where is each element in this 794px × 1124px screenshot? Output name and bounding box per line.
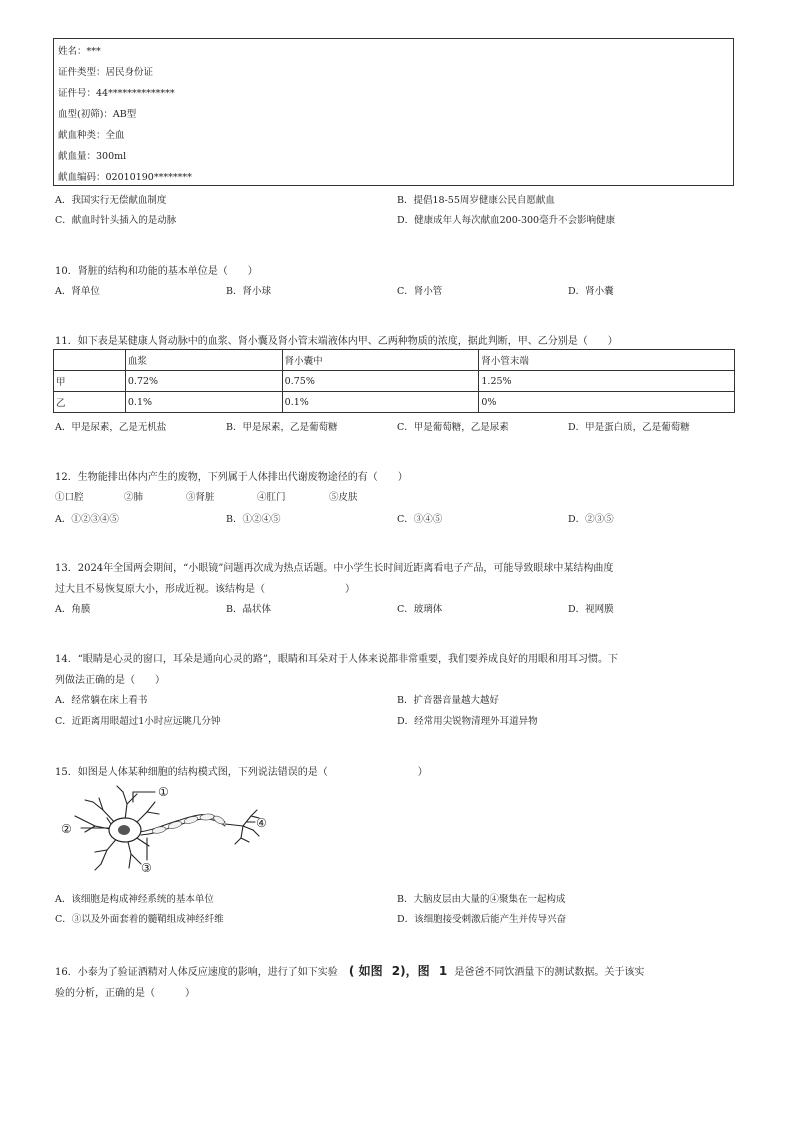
q12-item-3: ③肾脏 [186, 492, 215, 503]
q15-option-c[interactable]: C．③以及外面套着的髓鞘组成神经纤维 [55, 914, 224, 925]
donor-id-number: 证件号：44************** [58, 88, 175, 99]
table-cell: 乙 [54, 392, 126, 413]
q10-option-d[interactable]: D．肾小囊 [568, 286, 614, 297]
q16-stem-part-c: 2)，图 [391, 964, 430, 978]
q9-option-c[interactable]: C．献血时针头插入的是动脉 [55, 215, 177, 226]
donor-id-type: 证件类型：居民身份证 [58, 67, 154, 78]
table-cell: 0.1% [125, 392, 282, 413]
table-cell: 0.75% [282, 371, 479, 392]
q10-option-a[interactable]: A．肾单位 [55, 286, 100, 297]
table-header-cell: 血浆 [125, 350, 282, 371]
q15-option-a[interactable]: A．该细胞是构成神经系统的基本单位 [55, 894, 214, 905]
table-cell: 0.72% [125, 371, 282, 392]
table-header-cell: 肾小囊中 [282, 350, 479, 371]
q14-option-d[interactable]: D．经常用尖锐物清理外耳道异物 [397, 716, 538, 727]
q15-option-b[interactable]: B．大脑皮层由大量的④聚集在一起构成 [397, 894, 566, 905]
table-cell: 1.25% [479, 371, 735, 392]
q16-stem-line-2: 验的分析，正确的是（ ） [55, 988, 195, 999]
label-2: ② [61, 822, 72, 836]
q9-option-b[interactable]: B．提倡18-55周岁健康公民自愿献血 [397, 195, 555, 206]
q12-option-d[interactable]: D．②③⑤ [568, 514, 614, 525]
table-header-row [54, 350, 735, 371]
q11-option-a[interactable]: A．甲是尿素，乙是无机盐 [55, 422, 167, 433]
q9-option-d[interactable]: D．健康成年人每次献血200-300毫升不会影响健康 [397, 215, 616, 226]
table-cell: 0.1% [282, 392, 479, 413]
q12-option-b[interactable]: B．①②④⑤ [226, 514, 281, 525]
q12-item-1: ①口腔 [55, 492, 84, 503]
neuron-diagram [55, 780, 275, 880]
q14-stem-line-2: 列做法正确的是（ ） [55, 675, 165, 686]
table-cell: 0% [479, 392, 735, 413]
concentration-table [53, 349, 735, 413]
q12-option-a[interactable]: A．①②③④⑤ [55, 514, 119, 525]
q13-stem-line-1: 13．2024年全国两会期间，“小眼镜”问题再次成为热点话题。中小学生长时间近距离看电子产品，可能导致眼球中某结构曲度 [55, 563, 614, 574]
table-header-cell: 肾小管末端 [479, 350, 735, 371]
table-row [54, 392, 735, 413]
q11-stem: 11．如下表是某健康人肾动脉中的血浆、肾小囊及肾小管末端液体内甲、乙两种物质的浓度，据此判断，甲、乙分别是（ ） [55, 336, 618, 347]
q10-stem: 10．肾脏的结构和功能的基本单位是（ ） [55, 266, 258, 277]
q13-option-d[interactable]: D．视网膜 [568, 604, 614, 615]
q16-stem-part-d: 1 [438, 964, 448, 978]
q13-option-a[interactable]: A．角膜 [55, 604, 91, 615]
label-3: ③ [141, 861, 152, 875]
q12-stem: 12．生物能排出体内产生的废物，下列属于人体排出代谢废物途径的有（ ） [55, 472, 408, 483]
q16-stem-part-e: 是爸爸不同饮酒量下的测试数据。关于该实 [454, 967, 645, 978]
q16-stem-part-a: 16．小泰为了验证酒精对人体反应速度的影响，进行了如下实验 [55, 967, 338, 978]
q16-stem-line-1 [55, 962, 644, 979]
q14-option-b[interactable]: B．扩音器音量越大越好 [397, 695, 499, 706]
q11-option-d[interactable]: D．甲是蛋白质，乙是葡萄糖 [568, 422, 690, 433]
q13-option-b[interactable]: B．晶状体 [226, 604, 271, 615]
label-1: ① [158, 785, 169, 799]
q15-option-d[interactable]: D．该细胞接受刺激后能产生并传导兴奋 [397, 914, 567, 925]
q12-item-4: ④肛门 [257, 492, 286, 503]
table-row [54, 371, 735, 392]
q13-option-c[interactable]: C．玻璃体 [397, 604, 443, 615]
table-cell: 甲 [54, 371, 126, 392]
q12-item-5: ⑤皮肤 [329, 492, 358, 503]
q11-option-b[interactable]: B．甲是尿素，乙是葡萄糖 [226, 422, 338, 433]
donor-donation-kind: 献血种类：全血 [58, 130, 125, 141]
donor-code: 献血编码：02010190******** [58, 172, 192, 183]
q14-option-a[interactable]: A．经常躺在床上看书 [55, 695, 148, 706]
q14-option-c[interactable]: C．近距离用眼超过1小时应远眺几分钟 [55, 716, 221, 727]
table-header-cell [54, 350, 126, 371]
q12-option-c[interactable]: C．③④⑤ [397, 514, 443, 525]
q10-option-b[interactable]: B．肾小球 [226, 286, 271, 297]
q9-option-a[interactable]: A．我国实行无偿献血制度 [55, 195, 167, 206]
q15-stem: 15．如图是人体某种细胞的结构模式图，下列说法错误的是（ ） [55, 767, 428, 778]
q13-stem-line-2: 过大且不易恢复原大小，形成近视。该结构是（ ） [55, 584, 355, 595]
q10-option-c[interactable]: C．肾小管 [397, 286, 443, 297]
q11-option-c[interactable]: C．甲是葡萄糖，乙是尿素 [397, 422, 509, 433]
label-4: ④ [256, 816, 267, 830]
q16-stem-part-b: ( 如图 [348, 964, 383, 978]
donor-name: 姓名：*** [58, 46, 101, 57]
q14-stem-line-1: 14．“眼睛是心灵的窗口，耳朵是通向心灵的路”，眼睛和耳朵对于人体来说都非常重要，我们要养成良好的用眼和用耳习惯。下 [55, 654, 618, 665]
donor-card [53, 38, 734, 186]
donor-volume: 献血量：300ml [58, 151, 127, 162]
donor-blood-type: 血型(初筛)：AB型 [58, 109, 137, 120]
q12-item-2: ②肺 [124, 492, 144, 503]
